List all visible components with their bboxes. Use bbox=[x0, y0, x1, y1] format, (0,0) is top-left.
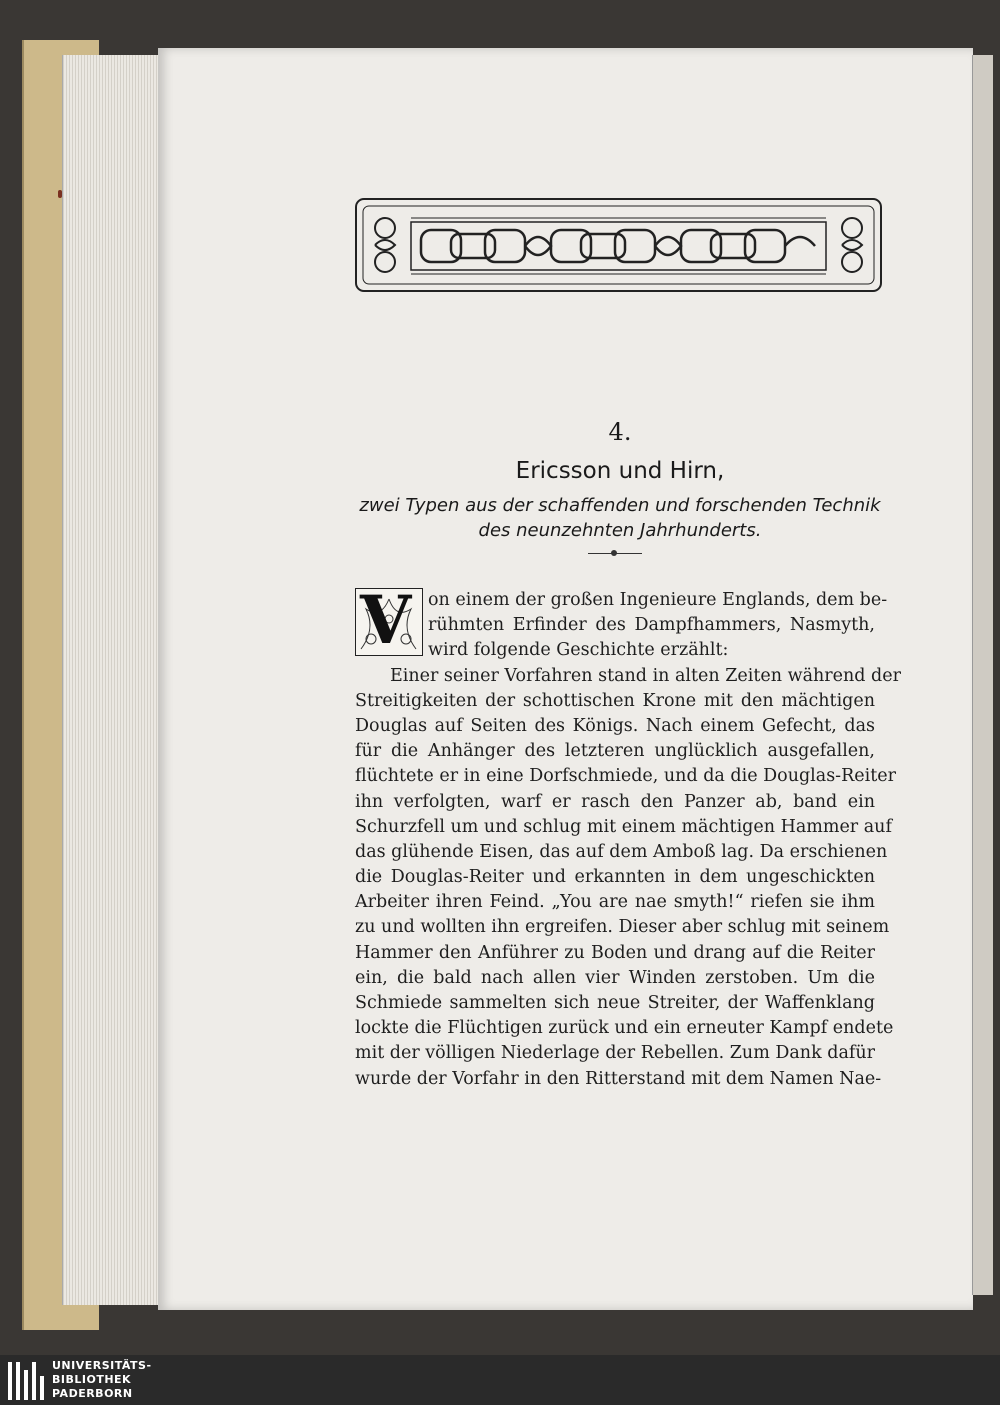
text-line: zu und wollten ihn ergreifen. Dieser aber schlug mit seinem bbox=[355, 917, 890, 937]
text-line: Einer seiner Vorfahren stand in alten Zeiten während der bbox=[390, 666, 901, 686]
facing-page-edge bbox=[972, 55, 993, 1295]
logo-text-line-1: UNIVERSITÄTS- bbox=[52, 1359, 152, 1372]
text-line: wurde der Vorfahr in den Ritterstand mit dem Namen Nae- bbox=[355, 1069, 882, 1089]
text-line: die Douglas-Reiter und erkannten in dem ungeschickten bbox=[355, 867, 875, 887]
chapter-subtitle-line-2: des neunzehnten Jahrhunderts. bbox=[478, 520, 762, 541]
decorative-header-ornament bbox=[355, 198, 882, 292]
text-line: Hammer den Anführer zu Boden und drang auf die Reiter bbox=[355, 943, 875, 963]
text-line: Douglas auf Seiten des Königs. Nach einem Gefecht, das bbox=[355, 716, 875, 736]
logo-text-line-3: PADERBORN bbox=[52, 1387, 133, 1400]
text-line: rühmten Erfinder des Dampfhammers, Nasmyth, bbox=[428, 615, 875, 635]
text-line: für die Anhänger des letzteren unglücklich ausgefallen, bbox=[355, 741, 875, 761]
page-edges bbox=[62, 55, 163, 1305]
logo-text-line-2: BIBLIOTHEK bbox=[52, 1373, 132, 1386]
text-line: ihn verfolgten, warf er rasch den Panzer ab, band ein bbox=[355, 792, 875, 812]
text-line: Schmiede sammelten sich neue Streiter, der Waffenklang bbox=[355, 993, 875, 1013]
library-logo-icon bbox=[8, 1362, 42, 1400]
chapter-number: 4. bbox=[608, 418, 632, 446]
library-footer bbox=[0, 1355, 1000, 1405]
chapter-title: Ericsson und Hirn, bbox=[515, 458, 725, 484]
initial-letter: V bbox=[360, 588, 412, 656]
text-line: Schurzfell um und schlug mit einem mächtigen Hammer auf bbox=[355, 817, 892, 837]
text-line: mit der völligen Niederlage der Rebellen. Zum Dank dafür bbox=[355, 1043, 875, 1063]
text-line: on einem der großen Ingenieure Englands, dem be- bbox=[428, 590, 888, 610]
text-line: ein, die bald nach allen vier Winden zerstoben. Um die bbox=[355, 968, 875, 988]
text-line: Arbeiter ihren Feind. „You are nae smyth!“ riefen sie ihm bbox=[355, 892, 875, 912]
text-line: Streitigkeiten der schottischen Krone mit den mächtigen bbox=[355, 691, 875, 711]
decorated-initial bbox=[355, 588, 423, 656]
text-line: das glühende Eisen, das auf dem Amboß lag. Da erschienen bbox=[355, 842, 888, 862]
text-line: wird folgende Geschichte erzählt: bbox=[428, 640, 729, 660]
separator-ornament bbox=[611, 550, 617, 556]
text-line: lockte die Flüchtigen zurück und ein erneuter Kampf endete bbox=[355, 1018, 894, 1038]
text-line: flüchtete er in eine Dorfschmiede, und da die Douglas-Reiter bbox=[355, 766, 896, 786]
chapter-subtitle-line-1: zwei Typen aus der schaffenden und forschenden Technik bbox=[359, 495, 881, 516]
